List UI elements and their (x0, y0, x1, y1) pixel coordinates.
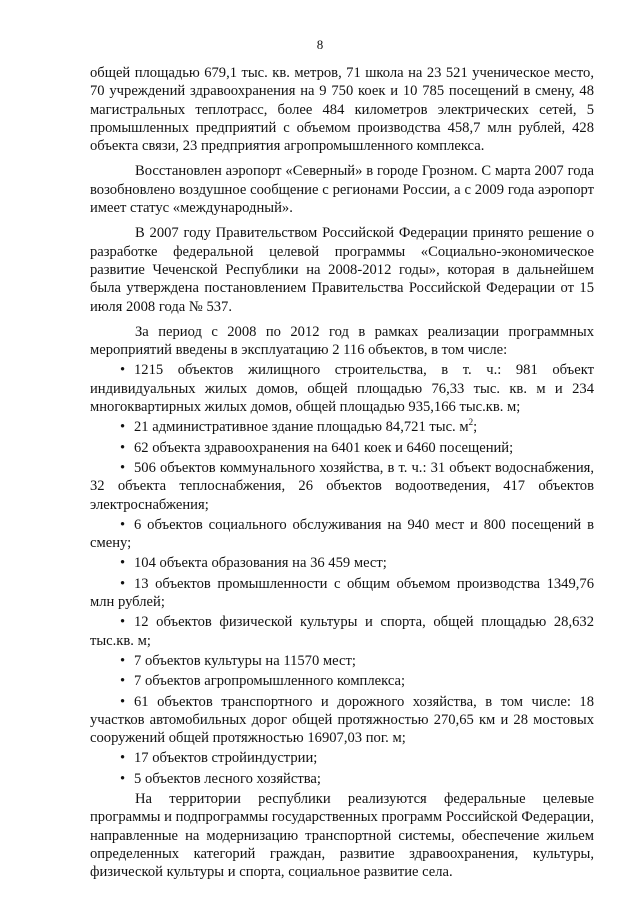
list-item (90, 575, 594, 612)
list-item (90, 693, 594, 748)
list-item (90, 770, 594, 788)
list-item (90, 554, 594, 572)
list-item-text: 21 административное здание площадью 84,721 тыс. м (134, 419, 469, 436)
paragraph-intro-continuation: общей площадью 679,1 тыс. кв. метров, 71 школа на 23 521 ученическое место, 70 учреждений здравоохранения на 9 750 коек и 10 785 посещений в смену, 48 магистральных теплотрасс, более 484 километров электрических сетей, 5 промышленных предприятий с объемом производства 458,7 млн рублей, 428 объекта связи, 23 предприятия агропромышленного комплекса. (90, 65, 594, 155)
superscript: 2 (468, 417, 474, 428)
paragraph-federal-programs: На территории республики реализуются федеральные целевые программы и подпрограммы государственных программ Российской Федерации, направленные на модернизацию транспортной системы, обеспечение жильем определенных категорий граждан, развитие здравоохранения, культуры, физической культуры и спорта, социальное развитие села. (90, 790, 594, 881)
list-item-text: 5 объектов лесного хозяйства; (134, 770, 321, 787)
list-item-text: 7 объектов культуры на 11570 мест; (134, 652, 356, 669)
bullet-marker: • (120, 750, 126, 767)
bullet-marker: • (120, 614, 126, 631)
bullet-list (90, 361, 594, 788)
bullet-marker: • (120, 673, 126, 690)
list-item-text: 506 объектов коммунального хозяйства, в т. ч.: 31 объект водоснабжения, 32 объекта теплоснабжения, 26 объектов водоотведения, 417 объектов электроснабжения; (90, 459, 594, 513)
list-item-text: 1215 объектов жилищного строительства, в т. ч.: 981 объект индивидуальных жилых домов, общей площадью 76,33 тыс. кв. м и 234 многоквартирных жилых домов, общей площадью 935,166 тыс.кв. м; (90, 362, 594, 416)
list-item-text: 17 объектов стройиндустрии; (134, 750, 318, 767)
list-item (90, 613, 594, 650)
list-item-text: 12 объектов физической культуры и спорта, общей площадью 28,632 тыс.кв. м; (90, 614, 594, 649)
list-item-text: 104 объекта образования на 36 459 мест; (134, 555, 387, 572)
bullet-marker: • (120, 516, 126, 533)
list-item-text: 61 объектов транспортного и дорожного хозяйства, в том числе: 18 участков автомобильных дорог общей протяжностью 270,65 км и 28 мостовых сооружений общей протяжностью 16907,03 пог. м; (90, 693, 594, 747)
list-item (90, 439, 594, 457)
bullet-marker: • (120, 652, 126, 669)
list-item (90, 361, 594, 416)
list-item (90, 749, 594, 767)
list-item (90, 459, 594, 514)
bullet-marker: • (120, 439, 126, 456)
paragraph-federal-program: В 2007 году Правительством Российской Федерации принято решение о разработке федеральной целевой программы «Социально-экономическое развитие Чеченской Республики на 2008-2012 годы», которая в дальнейшем была утверждена постановлением Правительства Российской Федерации от 15 июля 2008 года № 537. (90, 225, 594, 315)
page-number: 8 (316, 37, 324, 52)
bullet-marker: • (120, 770, 126, 787)
list-item (90, 418, 594, 436)
bullet-marker: • (120, 362, 126, 379)
list-item-text: 13 объектов промышленности с общим объемом производства 1349,76 млн рублей; (90, 575, 594, 611)
list-item (90, 516, 594, 553)
list-item-tail: ; (473, 419, 478, 436)
list-item-text: 62 объекта здравоохранения на 6401 коек и 6460 посещений; (134, 439, 514, 456)
list-item-text: 6 объектов социального обслуживания на 940 мест и 800 посещений в смену; (90, 516, 594, 552)
document-body (90, 64, 594, 881)
bullet-marker: • (120, 459, 126, 476)
list-item (90, 652, 594, 670)
paragraph-airport: Восстановлен аэропорт «Северный» в городе Грозном. С марта 2007 года возобновлено воздушное сообщение с регионами России, а с 2009 года аэропорт имеет статус «международный». (90, 163, 594, 217)
bullet-marker: • (120, 693, 126, 710)
bullet-marker: • (120, 575, 126, 592)
bullet-marker: • (120, 419, 126, 436)
list-item-text: 7 объектов агропромышленного комплекса; (134, 673, 406, 690)
list-item (90, 672, 594, 690)
bullet-marker: • (120, 555, 126, 572)
paragraph-period-summary: За период с 2008 по 2012 год в рамках реализации программных мероприятий введены в эксплуатацию 2 116 объектов, в том числе: (90, 323, 594, 359)
